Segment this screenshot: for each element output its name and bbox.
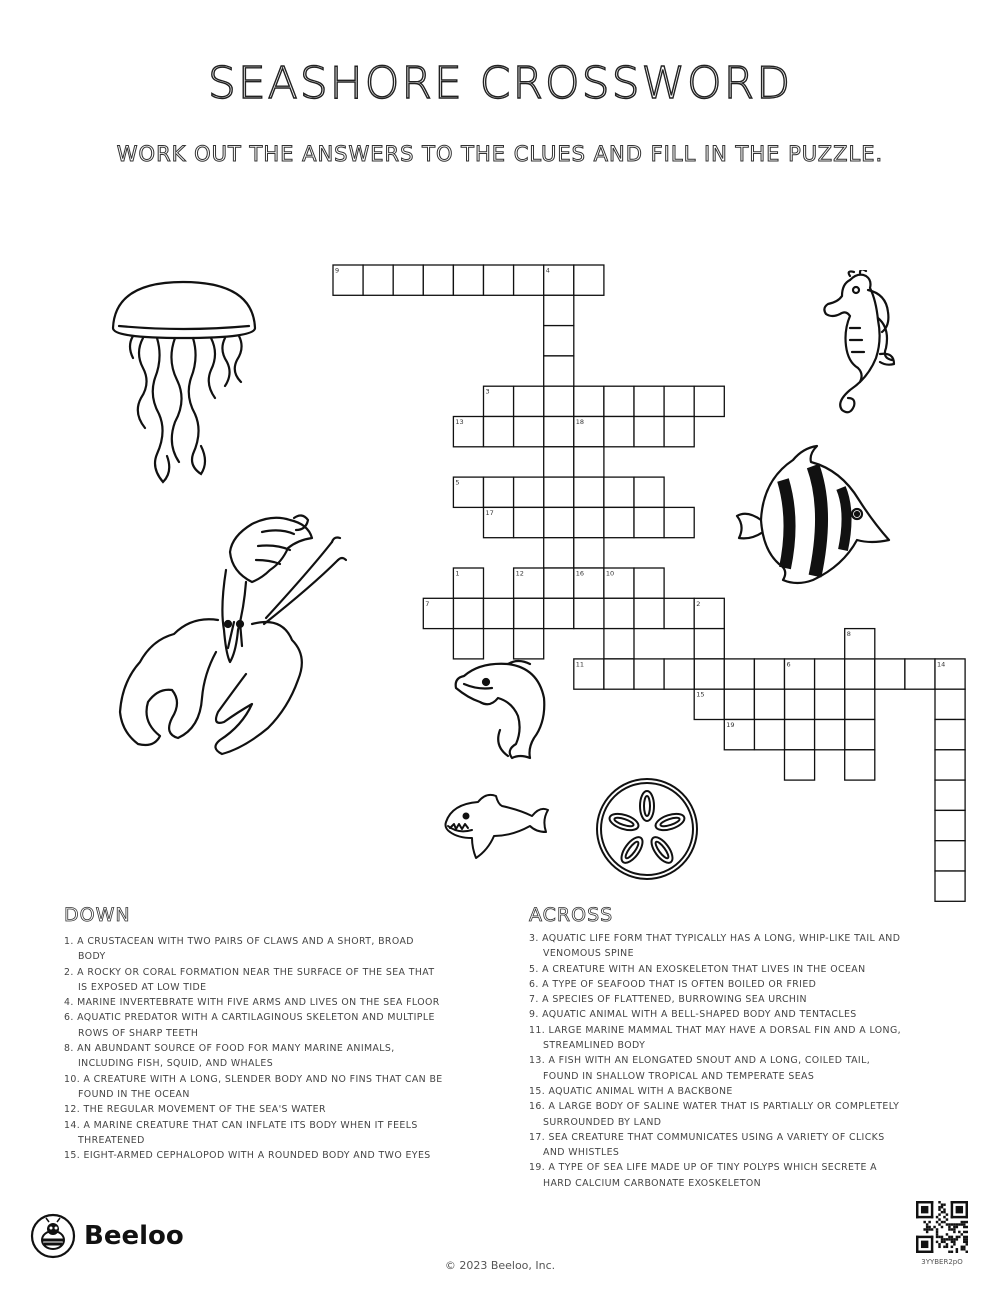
clue-number: 17 xyxy=(485,508,494,517)
angelfish-icon xyxy=(733,440,893,590)
grid-cell[interactable] xyxy=(634,598,664,628)
down-heading: DOWN xyxy=(64,904,131,926)
page-title: SEASHORE CROSSWORD xyxy=(207,58,793,109)
grid-cell[interactable] xyxy=(514,477,544,507)
grid-cell[interactable] xyxy=(544,507,574,537)
clue-number: 1 xyxy=(455,569,460,578)
grid-cell[interactable] xyxy=(634,507,664,537)
across-clue: 15. AQUATIC ANIMAL WITH A BACKBONE xyxy=(529,1085,733,1097)
grid-cell[interactable] xyxy=(935,810,965,840)
grid-cell[interactable] xyxy=(724,720,754,750)
across-clue: 5. A CREATURE WITH AN EXOSKELETON THAT LIVES IN THE OCEAN xyxy=(529,963,866,975)
grid-cell[interactable] xyxy=(845,659,875,689)
grid-cell[interactable] xyxy=(724,659,754,689)
down-clue: 14. A MARINE CREATURE THAT CAN INFLATE ITS BODY WHEN IT FEELS THREATENED xyxy=(64,1119,418,1146)
grid-cell[interactable] xyxy=(664,659,694,689)
grid-cell[interactable] xyxy=(935,841,965,871)
grid-cell[interactable] xyxy=(544,265,574,295)
grid-cell[interactable] xyxy=(453,629,483,659)
grid-cell[interactable] xyxy=(694,386,724,416)
clue-number: 8 xyxy=(846,630,851,639)
grid-cell[interactable] xyxy=(544,598,574,628)
grid-cell[interactable] xyxy=(514,386,544,416)
grid-cell[interactable] xyxy=(875,659,905,689)
clue-number: 4 xyxy=(545,266,550,275)
grid-cell[interactable] xyxy=(604,386,634,416)
grid-cell[interactable] xyxy=(785,659,815,689)
clue-number: 15 xyxy=(696,690,705,699)
grid-cell[interactable] xyxy=(544,447,574,477)
brand-name: Beeloo xyxy=(84,1221,184,1251)
grid-cell[interactable] xyxy=(484,386,514,416)
grid-cell[interactable] xyxy=(604,598,634,628)
clue-number: 6 xyxy=(786,660,791,669)
grid-cell[interactable] xyxy=(935,750,965,780)
grid-cell[interactable] xyxy=(574,265,604,295)
grid-cell[interactable] xyxy=(664,386,694,416)
grid-cell[interactable] xyxy=(484,507,514,537)
grid-cell[interactable] xyxy=(754,720,784,750)
across-clue: 19. A TYPE OF SEA LIFE MADE UP OF TINY POLYPS WHICH SECRETE A HARD CALCIUM CARBONATE EXOSKELETON xyxy=(529,1162,877,1189)
grid-cell[interactable] xyxy=(634,477,664,507)
down-clue: 12. THE REGULAR MOVEMENT OF THE SEA'S WATER xyxy=(64,1104,326,1116)
seahorse-icon xyxy=(820,270,900,420)
grid-cell[interactable] xyxy=(905,659,935,689)
grid-cell[interactable] xyxy=(514,568,544,598)
page-subtitle: WORK OUT THE ANSWERS TO THE CLUES AND FILL IN THE PUZZLE. xyxy=(116,142,884,166)
across-clue-list xyxy=(529,931,909,1191)
grid-cell[interactable] xyxy=(845,629,875,659)
clue-number: 13 xyxy=(455,418,464,426)
clue-number: 18 xyxy=(575,418,585,426)
grid-cell[interactable] xyxy=(754,689,784,719)
grid-cell[interactable] xyxy=(514,507,544,537)
grid-cell[interactable] xyxy=(574,568,604,598)
lobster-icon xyxy=(112,512,347,757)
clue-number: 2 xyxy=(696,599,701,608)
down-clue-list xyxy=(64,934,444,1163)
grid-cell[interactable] xyxy=(363,265,393,295)
down-clue: 10. A CREATURE WITH A LONG, SLENDER BODY AND NO FINS THAT CAN BE FOUND IN THE OCEAN xyxy=(64,1073,443,1100)
across-clue: 9. AQUATIC ANIMAL WITH A BELL-SHAPED BODY AND TENTACLES xyxy=(529,1009,857,1021)
grid-cell[interactable] xyxy=(453,477,483,507)
down-clue: 6. AQUATIC PREDATOR WITH A CARTILAGINOUS SKELETON AND MULTIPLE ROWS OF SHARP TEETH xyxy=(64,1012,435,1039)
across-heading: ACROSS xyxy=(529,904,614,926)
grid-cell[interactable] xyxy=(574,386,604,416)
grid-cell[interactable] xyxy=(453,568,483,598)
grid-cell[interactable] xyxy=(664,417,694,447)
dolphin-icon xyxy=(450,658,550,768)
grid-cell[interactable] xyxy=(604,417,634,447)
grid-cell[interactable] xyxy=(694,629,724,659)
clue-number: 16 xyxy=(575,569,585,578)
grid-cell[interactable] xyxy=(333,265,363,295)
grid-cell[interactable] xyxy=(604,568,634,598)
grid-cell[interactable] xyxy=(634,417,664,447)
grid-cell[interactable] xyxy=(423,598,453,628)
grid-cell[interactable] xyxy=(785,750,815,780)
qr-code-icon[interactable] xyxy=(916,1201,968,1253)
grid-cell[interactable] xyxy=(514,265,544,295)
grid-cell[interactable] xyxy=(634,568,664,598)
grid-cell[interactable] xyxy=(935,689,965,719)
grid-cell[interactable] xyxy=(664,598,694,628)
grid-cell[interactable] xyxy=(453,598,483,628)
grid-cell[interactable] xyxy=(484,417,514,447)
sand-dollar-icon xyxy=(594,776,700,882)
clue-number: 9 xyxy=(335,266,340,275)
grid-cell[interactable] xyxy=(634,659,664,689)
across-clue: 3. AQUATIC LIFE FORM THAT TYPICALLY HAS A LONG, WHIP-LIKE TAIL AND VENOMOUS SPINE xyxy=(529,933,901,960)
grid-cell[interactable] xyxy=(514,417,544,447)
grid-cell[interactable] xyxy=(544,417,574,447)
grid-cell[interactable] xyxy=(484,598,514,628)
grid-cell[interactable] xyxy=(694,659,724,689)
grid-cell[interactable] xyxy=(574,477,604,507)
down-clue: 4. MARINE INVERTEBRATE WITH FIVE ARMS AND LIVES ON THE SEA FLOOR xyxy=(64,997,440,1009)
grid-cell[interactable] xyxy=(544,295,574,325)
grid-cell[interactable] xyxy=(544,477,574,507)
grid-cell[interactable] xyxy=(935,659,965,689)
down-clue: 2. A ROCKY OR CORAL FORMATION NEAR THE SURFACE OF THE SEA THAT IS EXPOSED AT LOW TIDE xyxy=(64,966,435,993)
copyright: © 2023 Beeloo, Inc. xyxy=(444,1259,556,1272)
grid-cell[interactable] xyxy=(935,780,965,810)
bee-logo-icon xyxy=(30,1213,76,1259)
down-clue: 8. AN ABUNDANT SOURCE OF FOOD FOR MANY MARINE ANIMALS, INCLUDING FISH, SQUID, AND WHALES xyxy=(64,1043,395,1070)
grid-cell[interactable] xyxy=(544,326,574,356)
clue-number: 7 xyxy=(425,599,430,608)
across-clue: 7. A SPECIES OF FLATTENED, BURROWING SEA URCHIN xyxy=(529,994,807,1006)
down-clue: 15. EIGHT-ARMED CEPHALOPOD WITH A ROUNDED BODY AND TWO EYES xyxy=(64,1150,431,1162)
clue-number: 3 xyxy=(485,387,490,396)
grid-cell[interactable] xyxy=(845,689,875,719)
grid-cell[interactable] xyxy=(453,417,483,447)
clue-number: 11 xyxy=(575,660,585,669)
grid-cell[interactable] xyxy=(544,356,574,386)
grid-cell[interactable] xyxy=(785,720,815,750)
grid-cell[interactable] xyxy=(815,689,845,719)
grid-cell[interactable] xyxy=(574,417,604,447)
grid-cell[interactable] xyxy=(664,507,694,537)
across-clue: 6. A TYPE OF SEAFOOD THAT IS OFTEN BOILED OR FRIED xyxy=(529,978,817,990)
jellyfish-icon xyxy=(105,280,265,490)
grid-cell[interactable] xyxy=(845,750,875,780)
grid-cell[interactable] xyxy=(574,538,604,568)
grid-cell[interactable] xyxy=(574,659,604,689)
grid-cell[interactable] xyxy=(544,568,574,598)
grid-cell[interactable] xyxy=(785,689,815,719)
grid-cell[interactable] xyxy=(393,265,423,295)
grid-cell[interactable] xyxy=(815,659,845,689)
grid-cell[interactable] xyxy=(544,538,574,568)
grid-cell[interactable] xyxy=(514,598,544,628)
qr-code-label: 3YYBER2pO xyxy=(921,1258,963,1266)
grid-cell[interactable] xyxy=(574,507,604,537)
clue-number: 10 xyxy=(605,569,615,578)
grid-cell[interactable] xyxy=(754,659,784,689)
grid-cell[interactable] xyxy=(574,447,604,477)
grid-cell[interactable] xyxy=(484,265,514,295)
grid-cell[interactable] xyxy=(694,689,724,719)
grid-cell[interactable] xyxy=(604,629,634,659)
clue-number: 14 xyxy=(937,660,946,669)
grid-cell[interactable] xyxy=(514,629,544,659)
grid-cell[interactable] xyxy=(815,720,845,750)
across-clue: 17. SEA CREATURE THAT COMMUNICATES USING A VARIETY OF CLICKS AND WHISTLES xyxy=(529,1131,885,1159)
grid-cell[interactable] xyxy=(935,720,965,750)
shark-icon xyxy=(442,792,552,864)
grid-cell[interactable] xyxy=(544,386,574,416)
grid-cell[interactable] xyxy=(724,689,754,719)
across-clue: 13. A FISH WITH AN ELONGATED SNOUT AND A LONG, COILED TAIL, FOUND IN SHALLOW TROPICAL AND TEMPERATE SEAS xyxy=(529,1055,871,1082)
clue-number: 19 xyxy=(726,721,735,729)
brand-logo[interactable] xyxy=(30,1213,184,1259)
down-clue: 1. A CRUSTACEAN WITH TWO PAIRS OF CLAWS AND A SHORT, BROAD BODY xyxy=(64,936,414,963)
grid-cell[interactable] xyxy=(634,386,664,416)
grid-cell[interactable] xyxy=(423,265,453,295)
across-clue: 11. LARGE MARINE MAMMAL THAT MAY HAVE A DORSAL FIN AND A LONG, STREAMLINED BODY xyxy=(529,1024,901,1052)
clue-number: 5 xyxy=(455,478,460,487)
grid-cell[interactable] xyxy=(453,265,483,295)
grid-cell[interactable] xyxy=(604,659,634,689)
grid-cell[interactable] xyxy=(574,598,604,628)
across-clue: 16. A LARGE BODY OF SALINE WATER THAT IS PARTIALLY OR COMPLETELY SURROUNDED BY LAND xyxy=(529,1101,900,1128)
grid-cell[interactable] xyxy=(845,720,875,750)
grid-cell[interactable] xyxy=(694,598,724,628)
grid-cell[interactable] xyxy=(935,871,965,901)
grid-cell[interactable] xyxy=(484,477,514,507)
grid-cell[interactable] xyxy=(604,507,634,537)
grid-cell[interactable] xyxy=(604,477,634,507)
clue-number: 12 xyxy=(515,569,524,578)
